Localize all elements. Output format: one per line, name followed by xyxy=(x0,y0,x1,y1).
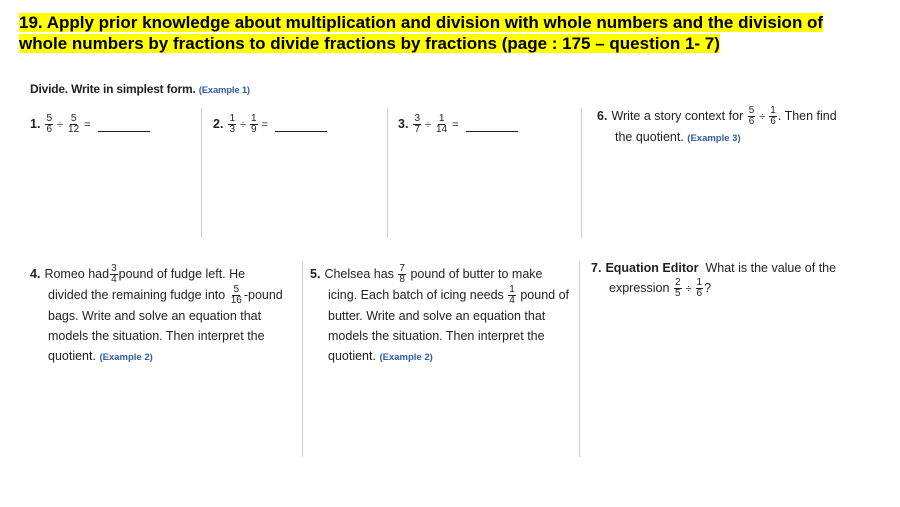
equation-editor-label: Equation Editor xyxy=(605,261,699,275)
answer-blank[interactable] xyxy=(275,131,327,132)
answer-blank[interactable] xyxy=(466,131,518,132)
example-link[interactable]: (Example 2) xyxy=(99,352,153,364)
example-link[interactable]: (Example 2) xyxy=(379,352,433,364)
fraction: $\frac{1}{14}$ xyxy=(436,113,448,136)
fraction: $\frac{5}{6}$ xyxy=(46,113,52,136)
fraction: $\frac{1}{6}$ xyxy=(696,277,703,300)
problem-6: 6. Write a story context for $\frac{5}{6}$ ÷ $\frac{1}{6}$ . Then find the quotient. (Example 3) xyxy=(597,105,837,145)
fraction: $\frac{1}{9}$ xyxy=(251,113,257,136)
divider xyxy=(302,262,303,457)
problem-4: 4. Romeo had $\frac{3}{4}$ pound of fudge left. He divided the remaining fudge into $\frac{5}{16}$ -pound bags. Write and solve an equation that models the situation. Then interpret the quotient. (Example 2) xyxy=(30,263,283,364)
divider xyxy=(581,108,582,238)
instruction: Divide. Write in simplest form. (Example 1) xyxy=(30,82,250,96)
example-link[interactable]: (Example 3) xyxy=(687,133,741,145)
fraction: $\frac{7}{8}$ xyxy=(399,263,405,286)
fraction: $\frac{5}{16}$ xyxy=(230,284,242,307)
problem-2: 2. $\frac{1}{3}$ ÷ $\frac{1}{9}$ = xyxy=(213,114,327,135)
fraction: $\frac{1}{6}$ xyxy=(770,105,776,128)
problem-3: 3. $\frac{3}{7}$ ÷ $\frac{1}{14}$ = xyxy=(398,114,518,135)
divider xyxy=(579,262,580,457)
problem-5: 5. Chelsea has $\frac{7}{8}$ pound of butter to make icing. Each batch of icing needs $\frac{1}{4}$ pound of butter. Write and solve an equation that models the situation. Then interpret the quotient. (Example 2) xyxy=(310,263,570,364)
example-link[interactable]: (Example 1) xyxy=(198,85,250,96)
fraction: $\frac{1}{3}$ xyxy=(229,113,235,136)
answer-blank[interactable] xyxy=(98,131,150,132)
problem-1: 1. $\frac{5}{6}$ ÷ $\frac{5}{12}$ = xyxy=(30,114,150,135)
problem-7: 7. Equation Editor What is the value of the expression $\frac{2}{5}$ ÷ $\frac{1}{6}$ ? xyxy=(591,261,837,300)
divider xyxy=(387,108,388,238)
fraction: $\frac{5}{6}$ xyxy=(748,105,755,128)
fraction: $\frac{3}{4}$ xyxy=(111,263,117,286)
fraction: $\frac{1}{4}$ xyxy=(509,284,515,307)
divider xyxy=(201,108,202,238)
page-title: 19. Apply prior knowledge about multiplication and division with whole numbers and the division of whole numbers by fractions to divide fractions by fractions (page : 175 – question 1- 7) xyxy=(19,13,824,53)
fraction: $\frac{5}{12}$ xyxy=(68,113,80,136)
fraction: $\frac{2}{5}$ xyxy=(674,277,681,300)
fraction: $\frac{3}{7}$ xyxy=(414,113,420,136)
